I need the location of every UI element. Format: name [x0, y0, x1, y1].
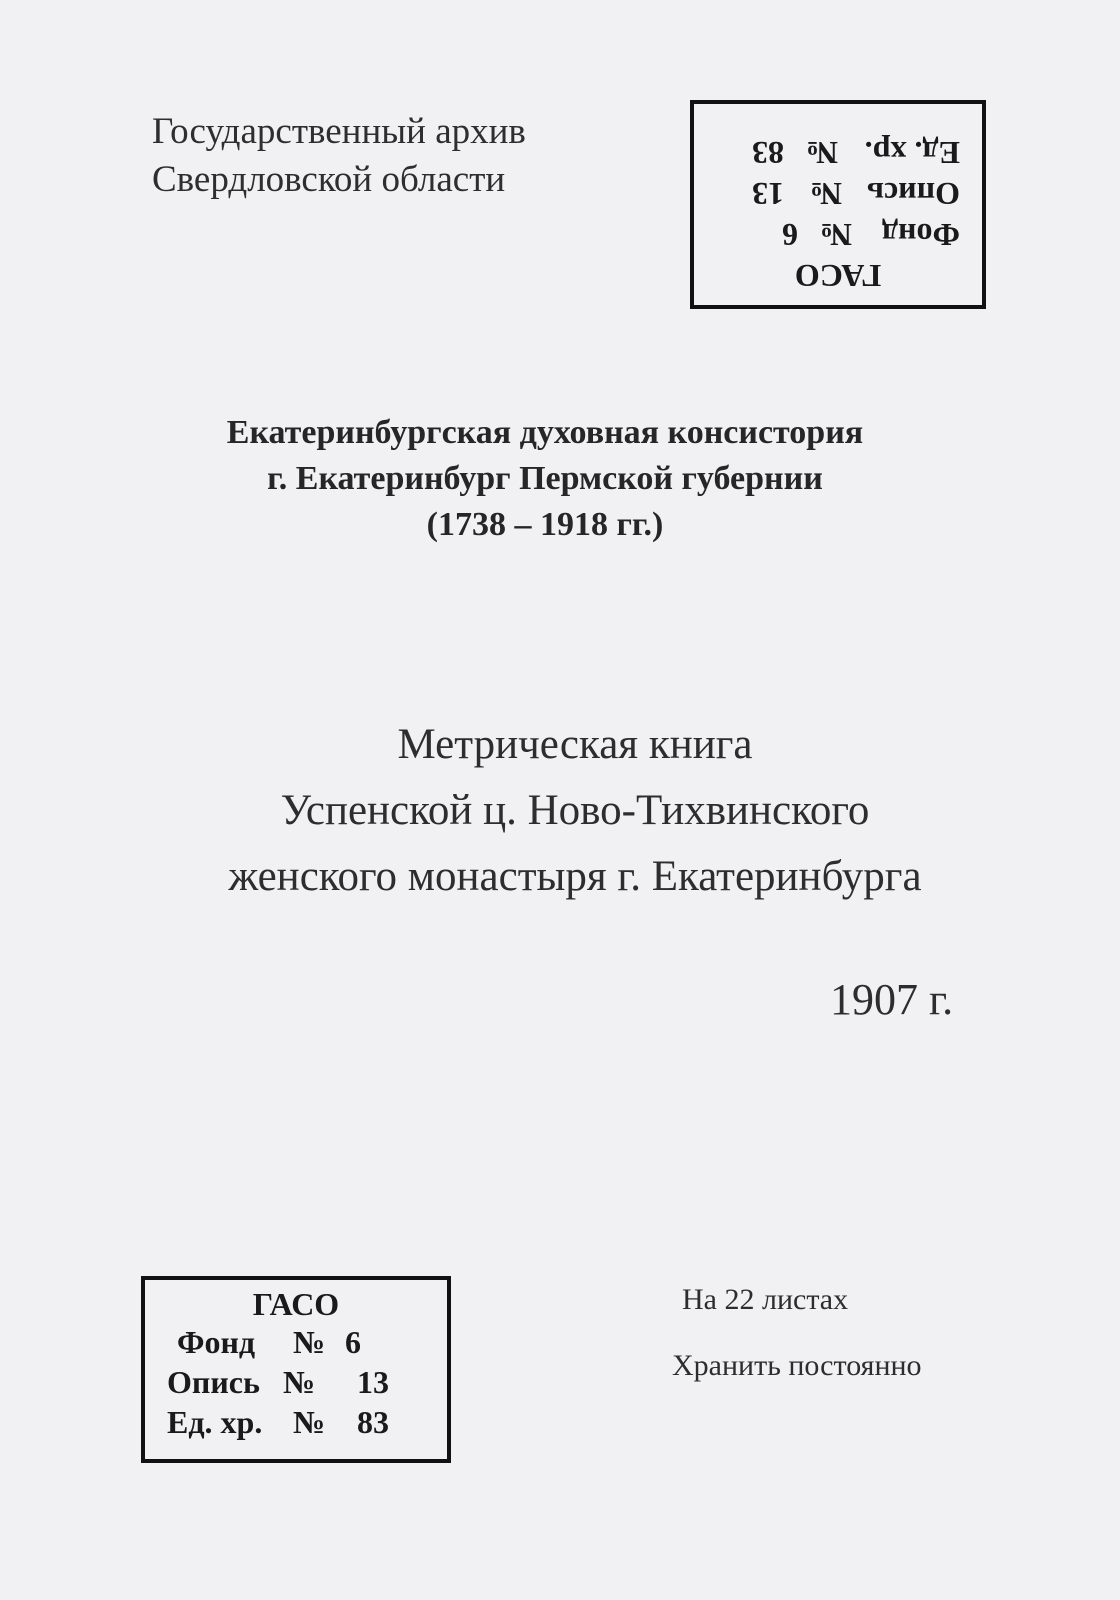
book-title-line-3: женского монастыря г. Екатеринбурга	[228, 853, 922, 900]
archive-name-line-2: Свердловской области	[152, 159, 506, 200]
stamp-fond-value: 6	[782, 217, 798, 253]
stamp-fond-row	[177, 1324, 361, 1360]
stamp-opis-label: Опись	[167, 1364, 260, 1400]
storage-note: Хранить постоянно	[672, 1349, 922, 1382]
stamp-fond-label: Фонд	[881, 217, 960, 253]
stamp-unit-sign: №	[805, 135, 838, 171]
stamp-unit-row	[752, 135, 960, 171]
stamp-fond-value: 6	[345, 1324, 361, 1360]
stamp-unit-label: Ед. хр.	[167, 1404, 263, 1440]
stamp-opis-value: 13	[357, 1364, 389, 1400]
sheet-count: На 22 листах	[682, 1283, 849, 1316]
stamp-opis-row	[752, 176, 960, 212]
stamp-opis-value: 13	[752, 176, 784, 212]
stamp-fond-sign: №	[293, 1324, 326, 1360]
archive-name-line-1: Государственный архив	[152, 111, 526, 152]
stamp-fond-row	[782, 217, 960, 253]
book-year: 1907 г.	[830, 975, 954, 1024]
stamp-unit-row	[167, 1404, 389, 1440]
consistory-heading	[0, 410, 1090, 548]
stamp-title: ГАСО	[252, 1286, 340, 1322]
consistory-line-2: г. Екатеринбург Пермской губернии	[267, 460, 823, 497]
stamp-opis-sign: №	[283, 1364, 316, 1400]
book-title-line-1: Метрическая книга	[397, 721, 753, 768]
stamp-opis-row	[167, 1364, 389, 1400]
book-title-line-2: Успенской ц. Ново-Тихвинского	[280, 787, 870, 834]
archive-stamp	[141, 1276, 451, 1463]
stamp-unit-label: Ед. хр.	[864, 135, 960, 171]
stamp-unit-sign: №	[293, 1404, 326, 1440]
consistory-line-1: Екатеринбургская духовная консистория	[226, 414, 864, 451]
stamp-title: ГАСО	[794, 258, 882, 294]
archive-stamp-upside-down	[690, 100, 986, 309]
book-title	[0, 712, 1120, 910]
consistory-line-3: (1738 – 1918 гг.)	[426, 506, 664, 543]
archive-name	[152, 108, 526, 204]
stamp-unit-value: 83	[752, 135, 784, 171]
stamp-unit-value: 83	[357, 1404, 389, 1440]
stamp-fond-sign: №	[819, 217, 852, 253]
stamp-opis-sign: №	[809, 176, 842, 212]
stamp-opis-label: Опись	[867, 176, 960, 212]
stamp-fond-label: Фонд	[177, 1324, 256, 1360]
